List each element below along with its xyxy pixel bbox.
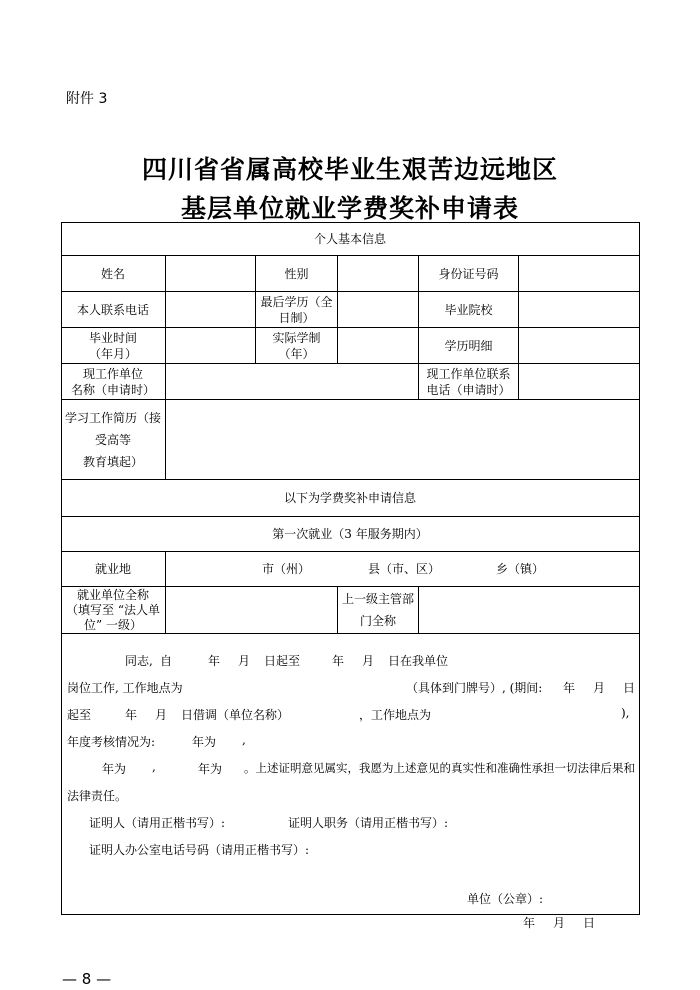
employer-phone-field[interactable] [519,364,640,400]
location-field[interactable] [166,552,640,587]
education-label-line-1: 最后学历（全 [260,294,333,309]
cert-day-5: 日 [583,916,596,930]
education-detail-field[interactable] [519,328,640,364]
page-number: — 8 — [62,970,112,988]
phone-field[interactable] [166,292,256,328]
cert-witness-phone: 证明人办公室电话号码（请用正楷书写）: [89,843,310,857]
section-subsidy-info: 以下为学费奖补申请信息 [61,480,640,517]
cert-year-3: 年 [563,681,576,695]
employer-name-label-line-1: 现工作单位 [82,366,143,381]
supervisor-field[interactable] [419,587,640,634]
education-field[interactable] [338,292,419,328]
cert-year-is-3: 年为 [198,762,223,776]
id-number-field[interactable] [519,256,640,292]
employer-phone-label-line-1: 现工作单位联系 [426,366,511,381]
cert-day-3: 日 [623,681,636,695]
unit-name-label-line-1: 就业单位全称 [76,587,149,602]
school-label: 毕业院校 [419,292,519,328]
county-label: 县（市、区） [368,562,441,576]
cert-loan: 日借调（单位名称） [181,708,290,722]
name-label: 姓名 [61,256,166,292]
cert-seal: 单位（公章）: [467,892,544,906]
cert-witness: 证明人（请用正楷书写）: [89,816,226,830]
employer-name-label [61,364,166,400]
section-first-employment: 第一次就业（3 年服务期内） [61,517,640,552]
study-duration-field[interactable] [338,328,419,364]
location-label: 就业地 [61,552,166,587]
graduation-time-label-line-2: （年月） [88,346,137,361]
unit-name-label-line-3: 位” 一级） [84,617,142,632]
supervisor-label [338,587,419,634]
cert-start-word: 起至 [67,708,92,722]
cert-close-paren: ), [621,706,630,720]
cert-comma-1: , [242,733,246,747]
cert-from: 自 [160,654,173,668]
supervisor-label-line-2: 门全称 [359,614,396,628]
form-title-line-2: 基层单位就业学费奖补申请表 [180,194,519,223]
city-label: 市（州） [262,562,311,576]
education-label [256,292,338,328]
graduation-time-label-line-1: 毕业时间 [88,330,137,345]
gender-field[interactable] [338,256,419,292]
resume-label-line-2: 受高等 [94,432,131,447]
cert-start-suffix: 日起至 [264,654,301,668]
education-label-line-2: 日制） [278,310,315,325]
attachment-label: 附件 3 [66,91,108,107]
cert-post-work: 岗位工作, 工作地点为 [67,681,183,695]
resume-field[interactable] [166,400,640,480]
education-detail-label: 学历明细 [419,328,519,364]
cert-year-4: 年 [125,708,138,722]
employer-phone-label [419,364,519,400]
school-field[interactable] [519,292,640,328]
phone-label: 本人联系电话 [61,292,166,328]
cert-comma-2: , [152,760,156,774]
cert-work-place: ，工作地点为 [359,708,432,722]
graduation-time-field[interactable] [166,328,256,364]
cert-house-number: （具体到门牌号）, (期间: [406,681,543,695]
application-form-table [61,222,640,930]
certification-section [61,634,640,930]
form-title-line-1: 四川省省属高校毕业生艰苦边远地区 [141,155,558,184]
unit-name-field[interactable] [166,587,338,634]
cert-month-4: 月 [155,708,168,722]
cert-witness-title: 证明人职务（请用正楷书写）: [288,816,449,830]
resume-label-line-3: 教育填起） [82,454,143,469]
id-number-label: 身份证号码 [419,256,519,292]
cert-month-5: 月 [553,916,566,930]
cert-year-is-1: 年为 [192,735,217,749]
unit-name-label-line-2: （填写至 “法人单 [66,602,160,617]
cert-legal: 法律责任。 [67,789,128,803]
employer-name-label-line-2: 名称（申请时） [70,382,155,397]
cert-month-3: 月 [593,681,606,695]
town-label: 乡（镇） [496,562,545,576]
cert-month-2: 月 [362,654,375,668]
study-duration-label-line-2: （年） [278,346,315,361]
cert-month-1: 月 [238,654,251,668]
unit-name-label [61,587,166,634]
cert-at-unit: 日在我单位 [388,654,449,668]
cert-comrade: 同志, [125,654,153,668]
supervisor-label-line-1: 上一级主管部 [341,592,414,606]
name-field[interactable] [166,256,256,292]
study-duration-label [256,328,338,364]
cert-year-5: 年 [523,916,536,930]
cert-year-is-2: 年为 [102,762,127,776]
employer-phone-label-line-2: 电话（申请时） [426,382,511,397]
employer-name-field[interactable] [166,364,419,400]
graduation-time-label [61,328,166,364]
section-personal-info: 个人基本信息 [61,222,640,256]
gender-label: 性别 [256,256,338,292]
cert-truth-statement: 。上述证明意见属实，我愿为上述意见的真实性和准确性承担一切法律后果和 [244,761,635,775]
cert-year-1: 年 [208,654,221,668]
resume-label-line-1: 学习工作简历（接 [64,410,161,425]
resume-label [61,400,166,480]
cert-year-2: 年 [332,654,345,668]
study-duration-label-line-1: 实际学制 [272,330,321,345]
cert-assessment: 年度考核情况为: [67,735,156,749]
